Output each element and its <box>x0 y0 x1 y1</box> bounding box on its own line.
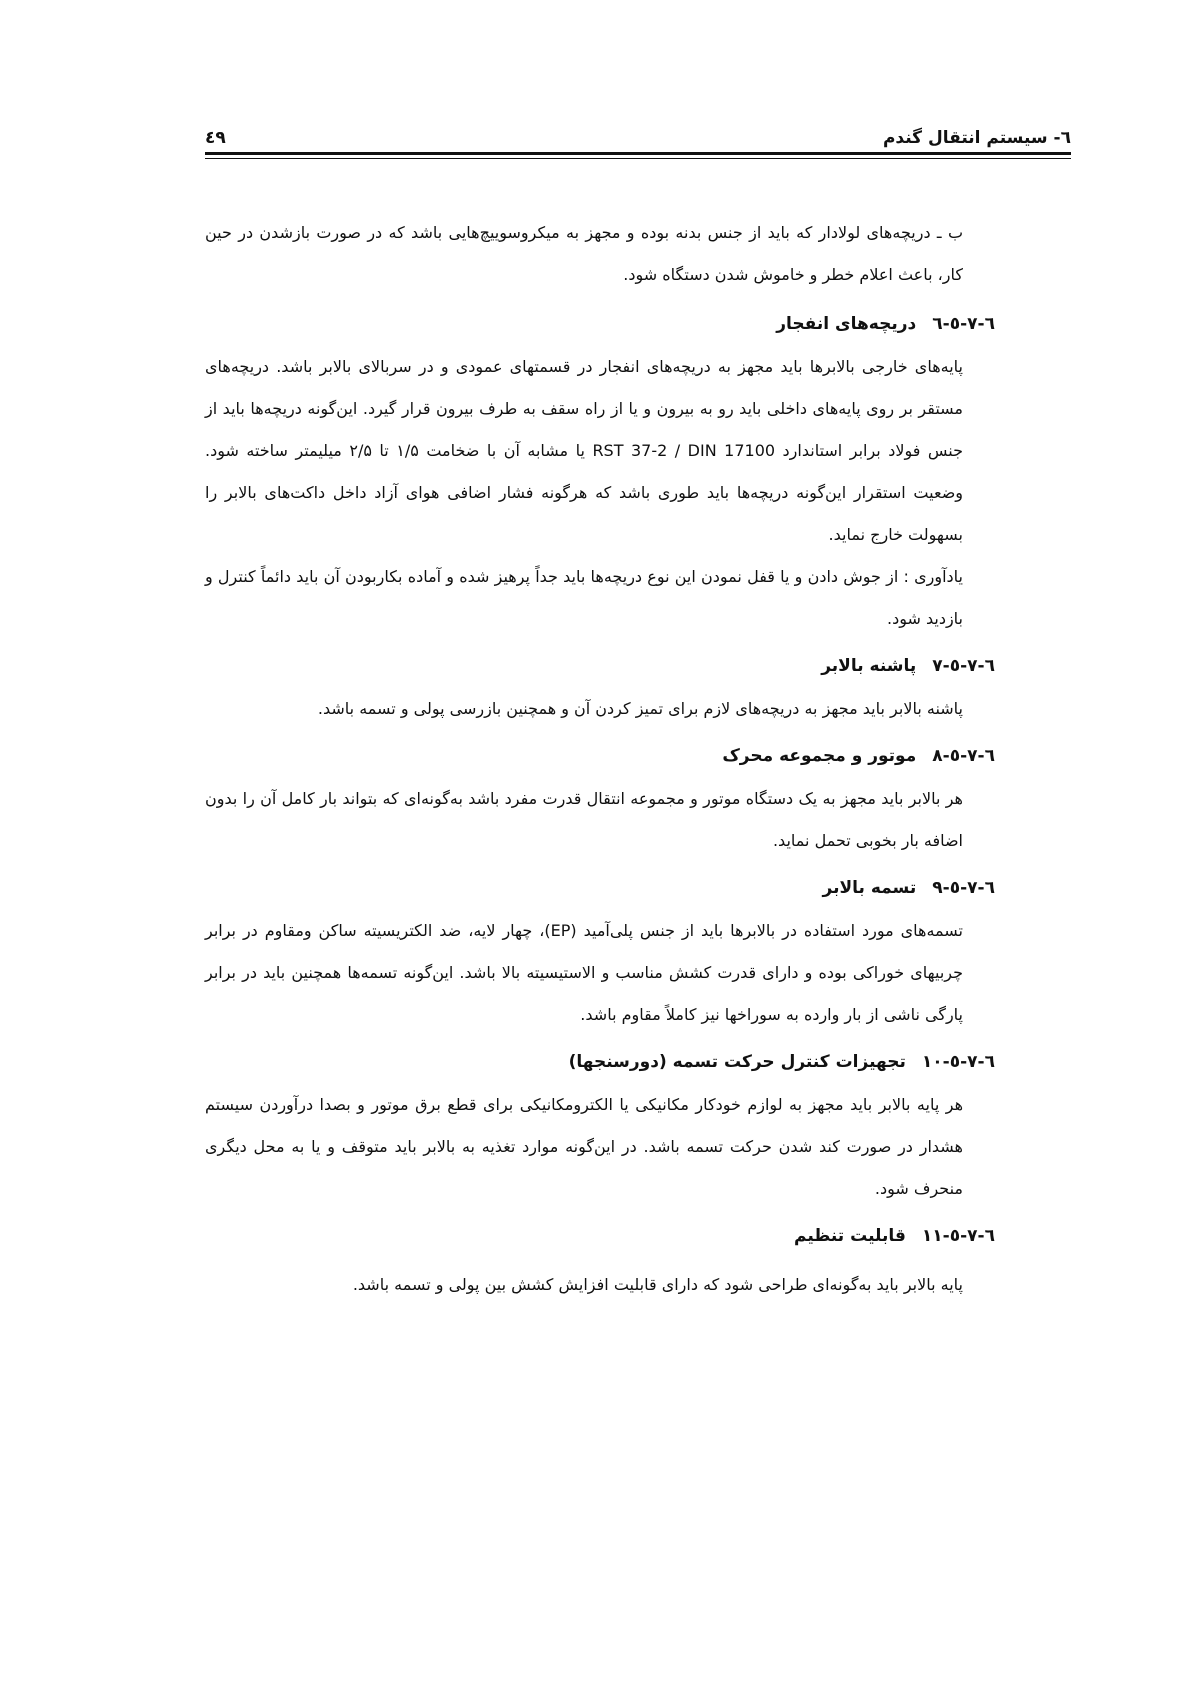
section-number: ٦-٧-٥-١١ <box>921 1226 995 1246</box>
section-paragraph: پایه‌های خارجی بالابرها باید مجهز به دریچه‌های انفجار در قسمتهای عمودی و در سربالای بالابر باشد. دریچه‌های مستقر بر روی پایه‌های داخلی باید رو به بیرون و یا از راه سقف به طرف بیرون قرار گیرد. این‌گونه دریچه‌ها باید از جنس فولاد برابر استاندارد RST 37-2 / DIN 17100 یا مشابه آن با ضخامت ۱/۵ تا ۲/۵ میلیمتر ساخته شود. وضعیت استقرار این‌گونه دریچه‌ها باید طوری باشد که هرگونه فشار اضافی هوای آزاد داخل داکت‌های بالابر را بسهولت خارج نماید. <box>205 357 964 544</box>
section-heading <box>205 302 995 346</box>
section-number: ٦-٧-٥-٦ <box>932 314 995 334</box>
section-title: دریچه‌های انفجار <box>776 314 917 334</box>
chapter-title: ٦- سیستم انتقال گندم <box>882 128 1071 148</box>
intro-paragraph: ب ـ دریچه‌های لولادار که باید از جنس بدنه بوده و مجهز به میکروسوییچ‌هایی باشد که در صورت بازشدن در حین کار، باعث اعلام خطر و خاموش شدن دستگاه شود. <box>205 223 963 284</box>
section-title: تسمه بالابر <box>822 878 917 898</box>
note-paragraph: یادآوری : از جوش دادن و یا قفل نمودن این نوع دریچه‌ها باید جداً پرهیز شده و آماده بکاربودن آن باید دائماً کنترل و بازدید شود. <box>205 567 963 628</box>
section-belt-motion-control <box>205 1040 995 1210</box>
section-title: تجهیزات کنترل حرکت تسمه (دورسنجها) <box>568 1052 906 1072</box>
header-rule-thin <box>205 158 1071 159</box>
section-explosion-vents <box>205 302 995 640</box>
section-adjustability <box>205 1214 995 1306</box>
section-motor-drive <box>205 734 995 862</box>
section-heading <box>205 1040 995 1084</box>
section-paragraph: تسمه‌های مورد استفاده در بالابرها باید از جنس پلی‌آمید (EP)، چهار لایه، ضد الکتریسیته ساکن ومقاوم در برابر چربیهای خوراکی بوده و دارای قدرت کشش مناسب و الاستیسیته بالا باشد. این‌گونه تسمه‌ها همچنین باید در برابر پارگی ناشی از بار وارده به سوراخها نیز کاملاً مقاوم باشد. <box>205 921 963 1024</box>
page-body <box>205 212 995 1306</box>
section-paragraph: پاشنه بالابر باید مجهز به دریچه‌های لازم برای تمیز کردن آن و همچنین بازرسی پولی و تسمه باشد. <box>317 699 963 718</box>
section-number: ٦-٧-٥-٩ <box>932 878 995 898</box>
section-number: ٦-٧-٥-٧ <box>932 656 995 676</box>
section-heading <box>205 734 995 778</box>
section-elevator-belt <box>205 866 995 1036</box>
section-paragraph: هر پایه بالابر باید مجهز به لوازم خودکار مکانیکی یا الکترومکانیکی برای قطع برق موتور و بصدا درآوردن سیستم هشدار در صورت کند شدن حرکت تسمه باشد. در این‌گونه موارد تغذیه به بالابر باید متوقف و یا به محل دیگری منحرف شود. <box>205 1095 963 1198</box>
section-heading <box>205 644 995 688</box>
header-rule-thick <box>205 152 1071 155</box>
section-elevator-boot <box>205 644 995 730</box>
section-heading <box>205 866 995 910</box>
section-paragraph: هر بالابر باید مجهز به یک دستگاه موتور و مجموعه انتقال قدرت مفرد باشد به‌گونه‌ای که بتواند بار کامل آن را بدون اضافه بار بخوبی تحمل نماید. <box>205 789 963 850</box>
section-number: ٦-٧-٥-١٠ <box>921 1052 995 1072</box>
section-heading <box>205 1214 995 1258</box>
section-title: قابلیت تنظیم <box>794 1226 906 1246</box>
section-paragraph: پایه بالابر باید به‌گونه‌ای طراحی شود که دارای قابلیت افزایش کشش بین پولی و تسمه باشد. <box>352 1275 963 1294</box>
page-number: ٤٩ <box>205 128 226 148</box>
section-title: موتور و مجموعه محرک <box>722 746 917 766</box>
running-header <box>205 112 1071 148</box>
section-title: پاشنه بالابر <box>821 656 917 676</box>
section-number: ٦-٧-٥-٨ <box>932 746 995 766</box>
